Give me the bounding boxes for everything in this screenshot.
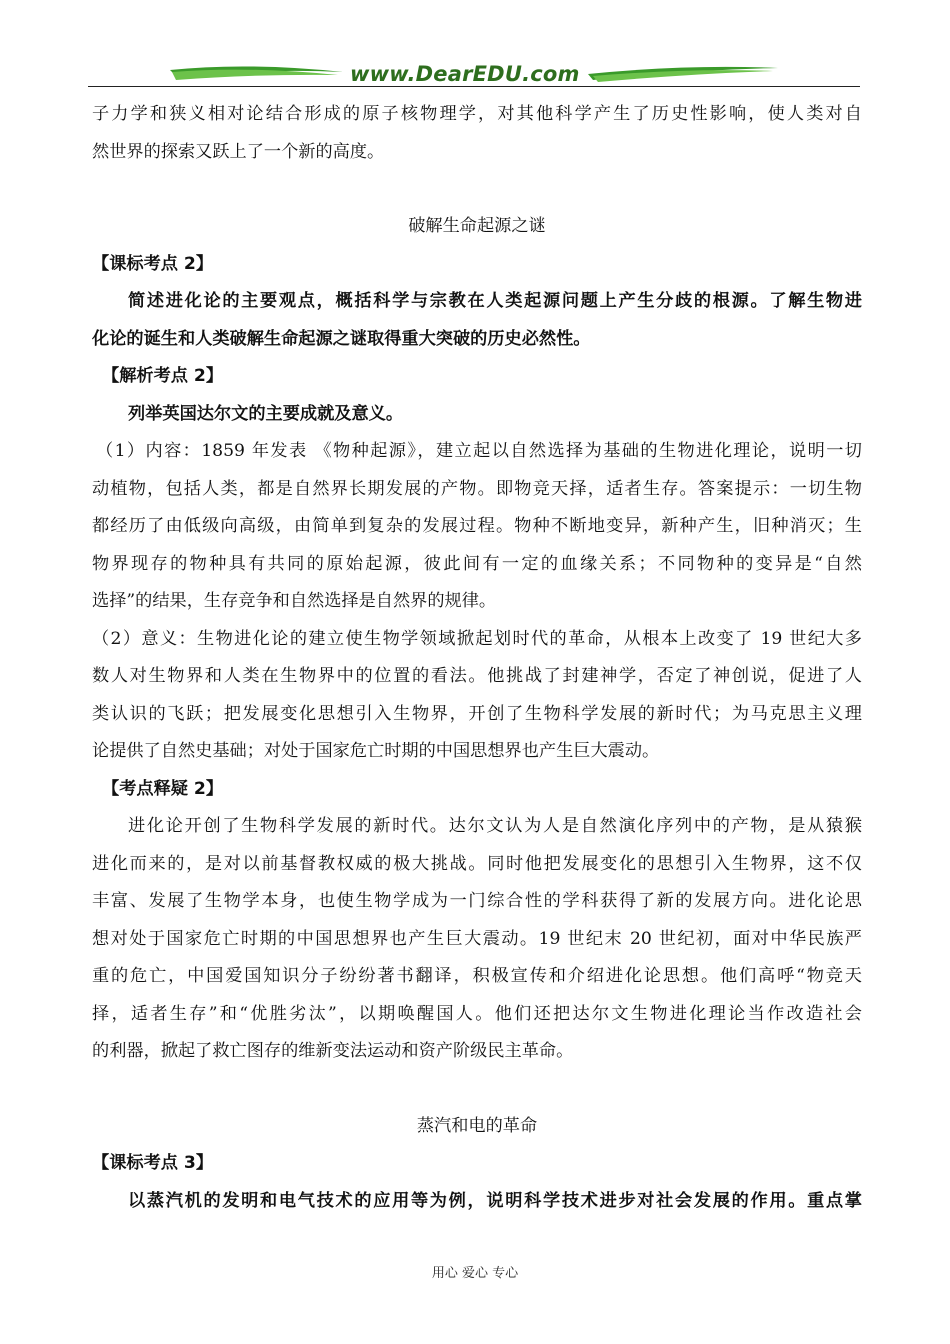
paragraph-line: 重的危亡，中国爱国知识分子纷纷著书翻译，积极宣传和介绍进化论思想。他们高呼“物竞天 [92,966,862,986]
section-title: 蒸汽和电的革命 [416,1115,538,1136]
paragraph-line: 简述进化论的主要观点，概括科学与宗教在人类起源问题上产生分歧的根源。了解生物进 [128,291,862,311]
paragraph-line: 丰富、发展了生物学本身，也使生物学成为一门综合性的学科获得了新的发展方向。进化论思 [92,891,862,911]
paragraph-line: 化论的诞生和人类破解生命起源之谜取得重大突破的历史必然性。 [92,328,591,349]
section-heading: 【课标考点 2】 [92,253,214,274]
paragraph-line: 动植物，包括人类，都是自然界长期发展的产物。即物竞天择，适者生存。答案提示：一切生物 [92,478,862,499]
site-logo-text: www.DearEDU.com [350,62,580,86]
paragraph-line: 子力学和狭义相对论结合形成的原子核物理学，对其他科学产生了历史性影响，使人类对自 [92,104,862,124]
paragraph-line: 择，适者生存”和“优胜劣汰”，以期唤醒国人。他们还把达尔文生物进化理论当作改造社会 [92,1003,862,1024]
paragraph-line: 论提供了自然史基础；对处于国家危亡时期的中国思想界也产生巨大震动。 [92,741,660,761]
section-heading: 【课标考点 3】 [92,1153,214,1173]
paragraph-line: 的利器，掀起了救亡图存的维新变法运动和资产阶级民主革命。 [92,1041,574,1061]
section-heading: 【解析考点 2】 [102,366,224,386]
paragraph-line: 然世界的探索又跃上了一个新的高度。 [92,141,385,162]
paragraph-line: 列举英国达尔文的主要成就及意义。 [128,403,404,424]
document-body [92,96,862,1220]
paragraph-line: 以蒸汽机的发明和电气技术的应用等为例，说明科学技术进步对社会发展的作用。重点掌 [128,1190,862,1211]
paragraph-line: （1）内容：1859 年发表 《物种起源》，建立起以自然选择为基础的生物进化理论，说明一切 [96,441,862,461]
paragraph-line: 类认识的飞跃；把发展变化思想引入生物界，开创了生物科学发展的新时代；为马克思主义理 [92,703,862,724]
section-heading: 【考点释疑 2】 [102,778,224,799]
paragraph-line: 选择”的结果，生存竞争和自然选择是自然界的规律。 [92,591,497,611]
paragraph-line: 进化而来的，是对以前基督教权威的极大挑战。同时他把发展变化的思想引入生物界，这不仅 [92,853,862,874]
section-title: 破解生命起源之谜 [408,216,546,236]
header-divider [88,86,860,87]
paragraph-line: 都经历了由低级向高级，由简单到复杂的发展过程。物种不断地变异，新种产生，旧种消灭；生 [92,516,862,536]
page-footer: 用心 爱心 专心 [431,1266,519,1281]
paragraph-line: 进化论开创了生物科学发展的新时代。达尔文认为人是自然演化序列中的产物，是从猿猴 [128,816,862,836]
page-header [88,58,860,88]
paragraph-line: 想对处于国家危亡时期的中国思想界也产生巨大震动。19 世纪末 20 世纪初，面对中华民族严 [92,928,862,949]
paragraph-line: （2）意义：生物进化论的建立使生物学领域掀起划时代的革命，从根本上改变了 19 世纪大多 [92,628,862,649]
paragraph-line: 物界现存的物种具有共同的原始起源，彼此间有一定的血缘关系；不同物种的变异是“自然 [92,553,862,574]
paragraph-line: 数人对生物界和人类在生物界中的位置的看法。他挑战了封建神学，否定了神创说，促进了人 [92,666,862,686]
